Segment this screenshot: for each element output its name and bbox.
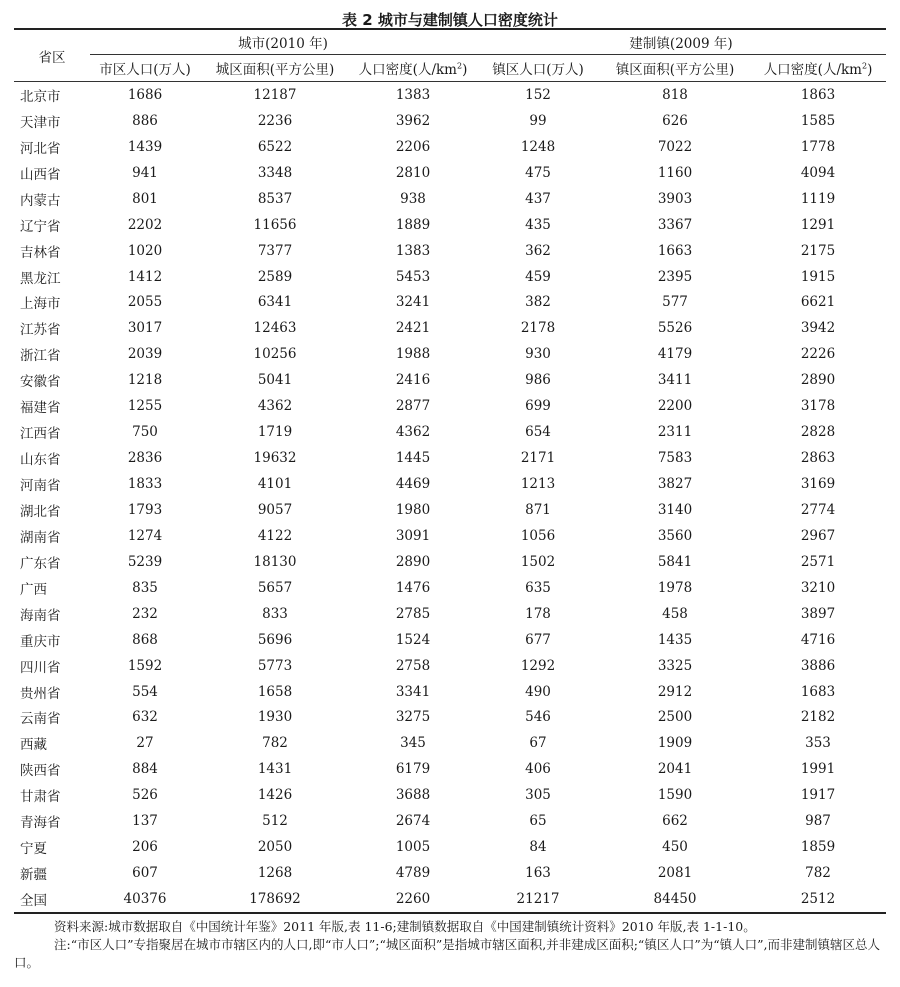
province-cell: 海南省 [20, 607, 61, 624]
value-cell: 2785 [395, 605, 431, 622]
value-cell: 1431 [257, 761, 293, 778]
value-cell: 152 [525, 86, 551, 103]
header-city-group: 城市(2010 年) [90, 29, 476, 55]
value-cell: 1590 [657, 787, 693, 804]
table-row [14, 160, 886, 186]
value-cell: 987 [805, 813, 831, 830]
value-cell: 607 [132, 865, 158, 882]
value-cell: 65 [529, 813, 547, 830]
value-cell: 12187 [253, 86, 297, 103]
value-cell: 782 [805, 865, 831, 882]
value-cell: 4362 [395, 424, 431, 441]
province-cell: 广东省 [20, 555, 61, 572]
table-row [14, 393, 886, 419]
province-cell: 江西省 [20, 426, 61, 443]
value-cell: 1592 [127, 657, 163, 674]
value-cell: 6522 [257, 138, 293, 155]
definition-note: 注:“市区人口”专指聚居在城市市辖区内的人口,即“市人口”;“城区面积”是指城市辖区面积,并非建成区面积;“镇区人口”为“镇人口”,而非建制镇辖区总人口。 [14, 937, 880, 970]
table-row [14, 290, 886, 316]
value-cell: 3275 [395, 709, 431, 726]
table-row [14, 808, 886, 834]
value-cell: 1439 [127, 138, 163, 155]
value-cell: 232 [132, 605, 158, 622]
value-cell: 178 [525, 605, 551, 622]
value-cell: 178692 [249, 891, 301, 908]
province-cell: 吉林省 [20, 244, 61, 261]
value-cell: 884 [132, 761, 158, 778]
value-cell: 458 [662, 605, 688, 622]
value-cell: 3341 [395, 683, 431, 700]
value-cell: 475 [525, 164, 551, 181]
value-cell: 435 [525, 216, 551, 233]
value-cell: 546 [525, 709, 551, 726]
value-cell: 7377 [257, 242, 293, 259]
value-cell: 938 [400, 190, 426, 207]
value-cell: 1524 [395, 631, 431, 648]
value-cell: 986 [525, 372, 551, 389]
value-cell: 27 [136, 735, 154, 752]
value-cell: 1020 [127, 242, 163, 259]
value-cell: 1005 [395, 839, 431, 856]
value-cell: 2081 [657, 865, 693, 882]
value-cell: 4179 [657, 346, 693, 363]
value-cell: 5841 [657, 553, 693, 570]
value-cell: 1412 [127, 268, 163, 285]
table-row [14, 238, 886, 264]
value-cell: 1909 [657, 735, 693, 752]
table-row [14, 730, 886, 756]
value-cell: 871 [525, 501, 551, 518]
value-cell: 1160 [657, 164, 693, 181]
table-row [14, 860, 886, 886]
value-cell: 3348 [257, 164, 293, 181]
value-cell: 3411 [657, 372, 693, 389]
value-cell: 2182 [800, 709, 836, 726]
value-cell: 2041 [657, 761, 693, 778]
value-cell: 1056 [520, 527, 556, 544]
value-cell: 2206 [395, 138, 431, 155]
value-cell: 1426 [257, 787, 293, 804]
value-cell: 163 [525, 865, 551, 882]
table-row [14, 471, 886, 497]
value-cell: 1291 [800, 216, 836, 233]
table-row [14, 108, 886, 134]
value-cell: 1255 [127, 398, 163, 415]
value-cell: 490 [525, 683, 551, 700]
value-cell: 40376 [123, 891, 167, 908]
table-row [14, 627, 886, 653]
value-cell: 2863 [800, 450, 836, 467]
value-cell: 577 [662, 294, 688, 311]
value-cell: 554 [132, 683, 158, 700]
value-cell: 2810 [395, 164, 431, 181]
value-cell: 459 [525, 268, 551, 285]
value-cell: 5453 [395, 268, 431, 285]
value-cell: 2260 [395, 891, 431, 908]
value-cell: 1889 [395, 216, 431, 233]
value-cell: 750 [132, 424, 158, 441]
header-town-population: 镇区人口(万人) [492, 62, 584, 78]
province-cell: 北京市 [20, 88, 61, 105]
value-cell: 5696 [257, 631, 293, 648]
province-cell: 安徽省 [20, 374, 61, 391]
value-cell: 67 [529, 735, 547, 752]
value-cell: 6621 [800, 294, 836, 311]
value-cell: 2039 [127, 346, 163, 363]
value-cell: 9057 [257, 501, 293, 518]
value-cell: 1915 [800, 268, 836, 285]
value-cell: 305 [525, 787, 551, 804]
province-cell: 内蒙古 [20, 192, 61, 209]
province-cell: 江苏省 [20, 322, 61, 339]
value-cell: 8537 [257, 190, 293, 207]
value-cell: 632 [132, 709, 158, 726]
value-cell: 635 [525, 579, 551, 596]
value-cell: 2912 [657, 683, 693, 700]
value-cell: 4122 [257, 527, 293, 544]
value-cell: 1930 [257, 709, 293, 726]
value-cell: 3210 [800, 579, 836, 596]
value-cell: 5657 [257, 579, 293, 596]
value-cell: 1213 [520, 476, 556, 493]
table-row [14, 549, 886, 575]
value-cell: 2178 [520, 320, 556, 337]
value-cell: 1383 [395, 242, 431, 259]
value-cell: 3367 [657, 216, 693, 233]
value-cell: 2877 [395, 398, 431, 415]
value-cell: 1793 [127, 501, 163, 518]
value-cell: 4362 [257, 398, 293, 415]
value-cell: 353 [805, 735, 831, 752]
header-town-area: 镇区面积(平方公里) [615, 62, 735, 78]
value-cell: 345 [400, 735, 426, 752]
value-cell: 930 [525, 346, 551, 363]
table-title: 表 2 城市与建制镇人口密度统计 [342, 11, 558, 29]
value-cell: 2236 [257, 112, 293, 129]
value-cell: 3886 [800, 657, 836, 674]
value-cell: 3688 [395, 787, 431, 804]
province-cell: 全国 [20, 893, 47, 910]
value-cell: 84450 [653, 891, 697, 908]
header-town-group: 建制镇(2009 年) [476, 29, 886, 55]
province-cell: 甘肃省 [20, 789, 61, 806]
value-cell: 699 [525, 398, 551, 415]
value-cell: 18130 [253, 553, 297, 570]
value-cell: 137 [132, 813, 158, 830]
value-cell: 1833 [127, 476, 163, 493]
province-cell: 辽宁省 [20, 218, 61, 235]
value-cell: 4716 [800, 631, 836, 648]
value-cell: 1863 [800, 86, 836, 103]
value-cell: 1445 [395, 450, 431, 467]
value-cell: 10256 [253, 346, 297, 363]
value-cell: 3169 [800, 476, 836, 493]
province-cell: 黑龙江 [20, 270, 61, 287]
value-cell: 1859 [800, 839, 836, 856]
value-cell: 1292 [520, 657, 556, 674]
value-cell: 406 [525, 761, 551, 778]
value-cell: 1686 [127, 86, 163, 103]
header-province: 省区 [38, 49, 66, 66]
table-row [14, 82, 886, 108]
province-cell: 西藏 [20, 737, 47, 754]
value-cell: 2395 [657, 268, 693, 285]
table-row [14, 523, 886, 549]
value-cell: 626 [662, 112, 688, 129]
province-cell: 湖南省 [20, 529, 61, 546]
value-cell: 2050 [257, 839, 293, 856]
province-cell: 上海市 [20, 296, 61, 313]
value-cell: 941 [132, 164, 158, 181]
value-cell: 4101 [257, 476, 293, 493]
table-row [14, 834, 886, 860]
value-cell: 2311 [657, 424, 693, 441]
value-cell: 1988 [395, 346, 431, 363]
value-cell: 437 [525, 190, 551, 207]
value-cell: 5773 [257, 657, 293, 674]
value-cell: 1778 [800, 138, 836, 155]
value-cell: 818 [662, 86, 688, 103]
value-cell: 1917 [800, 787, 836, 804]
value-cell: 4469 [395, 476, 431, 493]
value-cell: 2571 [800, 553, 836, 570]
value-cell: 3903 [657, 190, 693, 207]
value-cell: 2758 [395, 657, 431, 674]
table-body [14, 82, 886, 914]
value-cell: 1435 [657, 631, 693, 648]
province-cell: 福建省 [20, 400, 61, 417]
value-cell: 450 [662, 839, 688, 856]
value-cell: 1585 [800, 112, 836, 129]
value-cell: 868 [132, 631, 158, 648]
value-cell: 3017 [127, 320, 163, 337]
table-row [14, 575, 886, 601]
value-cell: 2421 [395, 320, 431, 337]
value-cell: 5526 [657, 320, 693, 337]
value-cell: 2175 [800, 242, 836, 259]
value-cell: 1978 [657, 579, 693, 596]
table-row [14, 601, 886, 627]
value-cell: 3241 [395, 294, 431, 311]
population-density-table [14, 28, 886, 914]
value-cell: 3942 [800, 320, 836, 337]
value-cell: 3962 [395, 112, 431, 129]
value-cell: 99 [529, 112, 547, 129]
table-row [14, 186, 886, 212]
value-cell: 1274 [127, 527, 163, 544]
province-cell: 湖北省 [20, 503, 61, 520]
value-cell: 1980 [395, 501, 431, 518]
table-row [14, 445, 886, 471]
table-row [14, 341, 886, 367]
value-cell: 19632 [253, 450, 297, 467]
value-cell: 886 [132, 112, 158, 129]
value-cell: 7022 [657, 138, 693, 155]
value-cell: 5041 [257, 372, 293, 389]
value-cell: 1991 [800, 761, 836, 778]
header-city-area: 城区面积(平方公里) [215, 62, 335, 78]
value-cell: 3827 [657, 476, 693, 493]
table-row [14, 679, 886, 705]
value-cell: 1268 [257, 865, 293, 882]
value-cell: 2774 [800, 501, 836, 518]
value-cell: 382 [525, 294, 551, 311]
province-cell: 云南省 [20, 711, 61, 728]
table-row [14, 705, 886, 731]
value-cell: 11656 [253, 216, 297, 233]
table-row [14, 315, 886, 341]
province-cell: 新疆 [20, 867, 47, 884]
value-cell: 21217 [516, 891, 560, 908]
value-cell: 2828 [800, 424, 836, 441]
value-cell: 2202 [127, 216, 163, 233]
source-note: 资料来源:城市数据取自《中国统计年鉴》2011 年版,表 11-6;建制镇数据取自《中国建制镇统计资料》2010 年版,表 1-1-10。 [54, 919, 756, 934]
province-cell: 河北省 [20, 140, 61, 157]
value-cell: 2589 [257, 268, 293, 285]
table-row [14, 212, 886, 238]
value-cell: 1663 [657, 242, 693, 259]
value-cell: 801 [132, 190, 158, 207]
province-cell: 山东省 [20, 452, 61, 469]
value-cell: 782 [262, 735, 288, 752]
footnotes [14, 918, 886, 972]
value-cell: 833 [262, 605, 288, 622]
table-row [14, 782, 886, 808]
value-cell: 2890 [395, 553, 431, 570]
value-cell: 206 [132, 839, 158, 856]
value-cell: 3560 [657, 527, 693, 544]
table-row [14, 653, 886, 679]
province-cell: 贵州省 [20, 685, 61, 702]
table-row [14, 886, 886, 913]
value-cell: 3325 [657, 657, 693, 674]
province-cell: 河南省 [20, 478, 61, 495]
value-cell: 2171 [520, 450, 556, 467]
value-cell: 2226 [800, 346, 836, 363]
table-row [14, 264, 886, 290]
province-cell: 四川省 [20, 659, 61, 676]
value-cell: 2416 [395, 372, 431, 389]
value-cell: 1383 [395, 86, 431, 103]
value-cell: 1658 [257, 683, 293, 700]
value-cell: 3897 [800, 605, 836, 622]
value-cell: 1218 [127, 372, 163, 389]
value-cell: 3140 [657, 501, 693, 518]
value-cell: 2500 [657, 709, 693, 726]
value-cell: 4789 [395, 865, 431, 882]
value-cell: 2967 [800, 527, 836, 544]
value-cell: 3178 [800, 398, 836, 415]
table-row [14, 134, 886, 160]
value-cell: 654 [525, 424, 551, 441]
value-cell: 2836 [127, 450, 163, 467]
value-cell: 1476 [395, 579, 431, 596]
province-cell: 陕西省 [20, 763, 61, 780]
province-cell: 天津市 [20, 114, 61, 131]
value-cell: 6179 [395, 761, 431, 778]
value-cell: 512 [262, 813, 288, 830]
province-cell: 青海省 [20, 815, 61, 832]
value-cell: 677 [525, 631, 551, 648]
province-cell: 广西 [20, 581, 47, 598]
value-cell: 2512 [800, 891, 836, 908]
province-cell: 山西省 [20, 166, 61, 183]
value-cell: 2890 [800, 372, 836, 389]
header-city-density: 人口密度(人$/km^2$) [358, 61, 468, 78]
value-cell: 1248 [520, 138, 556, 155]
value-cell: 3091 [395, 527, 431, 544]
province-cell: 重庆市 [20, 633, 61, 650]
table-row [14, 419, 886, 445]
value-cell: 835 [132, 579, 158, 596]
value-cell: 1119 [800, 190, 836, 207]
header-city-population: 市区人口(万人) [99, 62, 191, 78]
table-row [14, 367, 886, 393]
value-cell: 6341 [257, 294, 293, 311]
value-cell: 5239 [127, 553, 163, 570]
table-row [14, 756, 886, 782]
value-cell: 1502 [520, 553, 556, 570]
value-cell: 1683 [800, 683, 836, 700]
header-town-density: 人口密度(人$/km^2$) [763, 61, 873, 78]
value-cell: 526 [132, 787, 158, 804]
value-cell: 84 [529, 839, 547, 856]
province-cell: 浙江省 [20, 348, 61, 365]
table-row [14, 497, 886, 523]
value-cell: 2055 [127, 294, 163, 311]
value-cell: 362 [525, 242, 551, 259]
value-cell: 1719 [257, 424, 293, 441]
value-cell: 2674 [395, 813, 431, 830]
province-cell: 宁夏 [20, 841, 47, 858]
value-cell: 2200 [657, 398, 693, 415]
value-cell: 4094 [800, 164, 836, 181]
value-cell: 7583 [657, 450, 693, 467]
value-cell: 662 [662, 813, 688, 830]
value-cell: 12463 [253, 320, 297, 337]
